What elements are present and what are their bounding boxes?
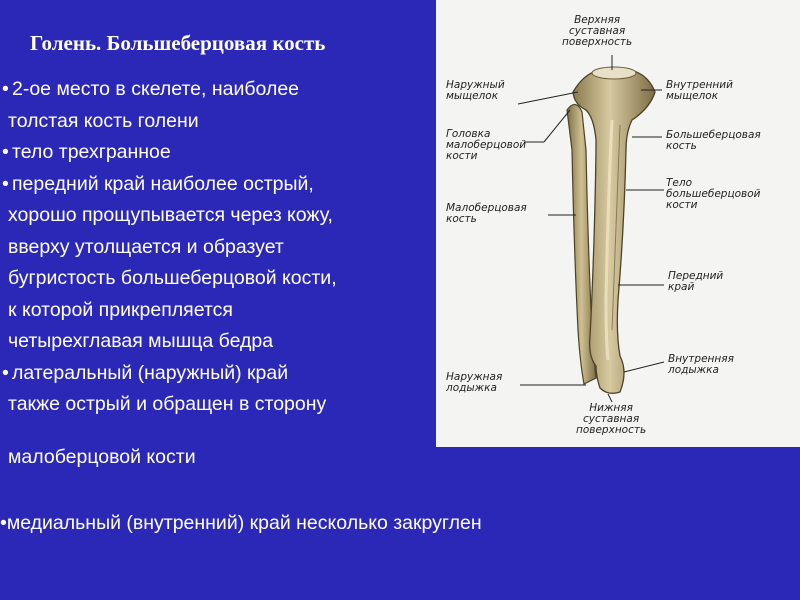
bullet-mark: • xyxy=(0,512,7,534)
continuation-text: малоберцовой кости xyxy=(8,446,196,468)
bullet-3 xyxy=(0,169,430,201)
label-lower-articular: Нижняя суставная поверхность xyxy=(576,402,647,436)
label-fibula-head: Головка малоберцовой кости xyxy=(446,128,527,162)
bullet-4 xyxy=(0,358,430,390)
bullet-3-cont-4: к которой прикрепляется xyxy=(8,298,233,321)
label-lateral-condyle: Наружный мыщелок xyxy=(446,79,505,102)
bullet-4-cont: также острый и обращен в сторону xyxy=(8,393,327,415)
label-upper-articular: Верхняя суставная поверхность xyxy=(562,14,633,48)
bullet-5-text: медиальный (внутренний) край несколько закруглен xyxy=(6,512,482,534)
bullet-mark: • xyxy=(2,78,9,100)
bullet-2 xyxy=(0,137,430,169)
label-anterior-margin: Передний край xyxy=(668,270,724,293)
bullet-3-cont-3: бугристость большеберцовой кости, xyxy=(8,267,337,289)
label-fibula: Малоберцовая кость xyxy=(446,202,527,225)
upper-articular-surface xyxy=(592,67,636,79)
bullet-list xyxy=(0,74,430,421)
bullet-mark: • xyxy=(2,361,9,384)
bullet-3-line-1: передний край наиболее острый, xyxy=(12,172,314,195)
label-medial-condyle: Внутренний мыщелок xyxy=(666,79,733,102)
label-tibia-body: Тело большеберцовой кости xyxy=(666,177,761,211)
label-lateral-malleolus: Наружная лодыжка xyxy=(446,371,503,394)
tibia-fibula-figure xyxy=(436,0,800,447)
bullet-1-line-1: 2-ое место в скелете, наиболее xyxy=(12,78,300,100)
label-medial-malleolus: Внутренняя лодыжка xyxy=(668,353,734,376)
bullet-3-cont-5: четырехглавая мышца бедра xyxy=(8,330,274,352)
bullet-3-cont-2: вверху утолщается и образует xyxy=(8,235,284,258)
bullet-mark: • xyxy=(2,172,9,195)
bullet-1 xyxy=(0,74,430,106)
label-tibia: Большеберцовая кость xyxy=(666,129,761,152)
bullet-3-cont-1: хорошо прощупывается через кожу, xyxy=(8,204,333,226)
bullet-5 xyxy=(0,512,482,535)
bullet-2-line-1: тело трехгранное xyxy=(12,141,171,163)
bullet-mark: • xyxy=(2,141,9,163)
bullet-1-cont: толстая кость голени xyxy=(8,109,199,132)
slide-title: Голень. Большеберцовая кость xyxy=(30,31,326,55)
bullet-4-line-1: латеральный (наружный) край xyxy=(12,361,289,384)
